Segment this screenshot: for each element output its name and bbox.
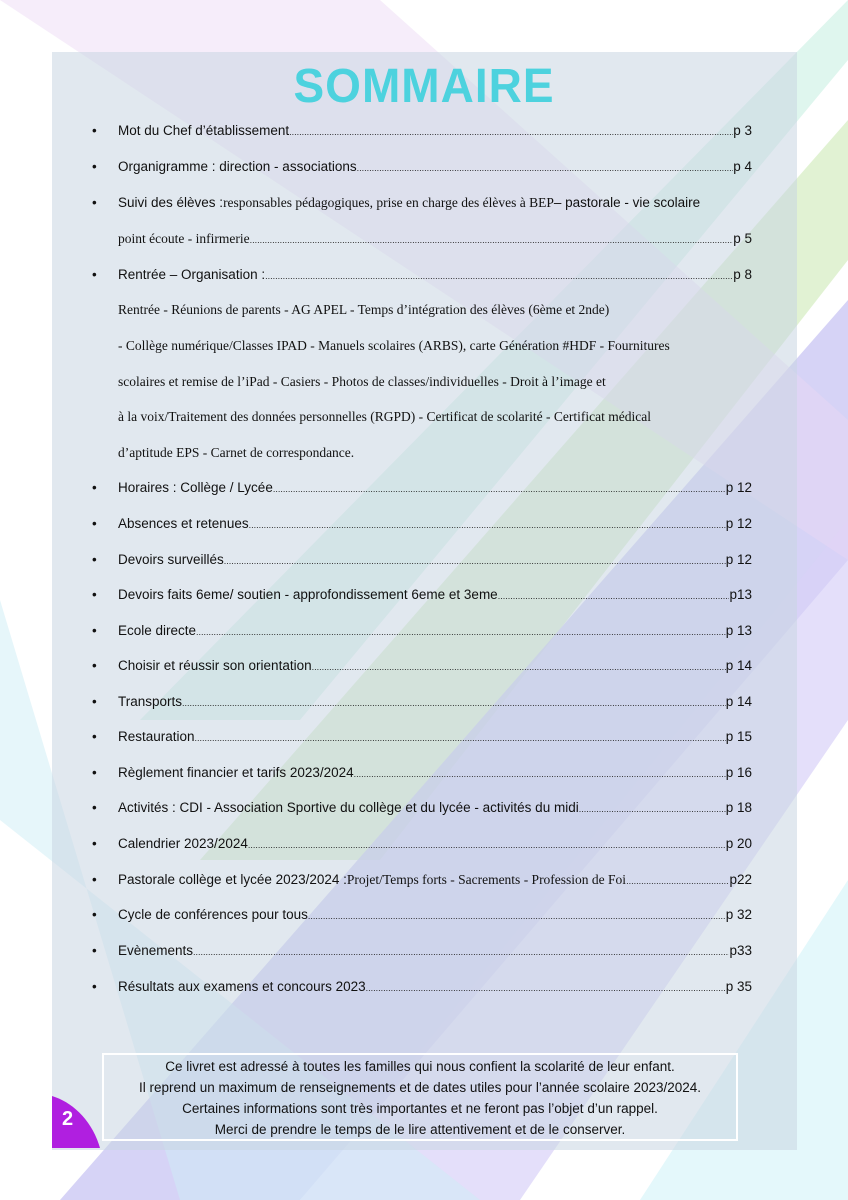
bullet: •	[92, 979, 97, 994]
bullet: •	[92, 123, 97, 138]
toc-label: Règlement financier et tarifs 2023/2024	[118, 765, 354, 780]
toc-page: p 8	[733, 267, 752, 282]
bullet: •	[92, 658, 97, 673]
notice-line: Merci de prendre le temps de le lire attentivement et de le conserver.	[214, 1122, 626, 1137]
toc-page: p 32	[725, 907, 752, 922]
toc-item-point-ecoute[interactable]	[92, 228, 752, 250]
toc-item-devoirs-surveilles[interactable]	[92, 549, 752, 571]
bullet: •	[92, 195, 97, 210]
toc-label: Choisir et réussir son orientation	[118, 658, 312, 673]
toc-page: p13	[729, 587, 752, 602]
bullet: •	[92, 943, 97, 958]
bullet: •	[92, 159, 97, 174]
rentree-detail-line: scolaires et remise de l’iPad - Casiers - Photos de classes/individuelles - Droit à l’image et	[118, 374, 606, 389]
bullet: •	[92, 872, 97, 887]
rentree-detail-line: d’aptitude EPS - Carnet de correspondance.	[118, 445, 355, 460]
toc-page: p 4	[733, 159, 752, 174]
toc-page: p 20	[725, 836, 752, 851]
rentree-detail-line: Rentrée - Réunions de parents - AG APEL - Temps d’intégration des élèves (6ème et 2nde)	[118, 302, 610, 317]
toc-page: p 15	[725, 729, 752, 744]
toc-label: Rentrée – Organisation :	[118, 267, 266, 282]
toc-page: p 35	[725, 979, 752, 994]
rentree-detail-line: à la voix/Traitement des données personnelles (RGPD) - Certificat de scolarité - Certificat médical	[118, 409, 651, 424]
toc-label-detail: responsables pédagogiques, prise en charge des élèves à BEP	[223, 195, 554, 210]
toc-item-absences[interactable]	[92, 513, 752, 535]
toc-label: Devoirs surveillés	[118, 552, 224, 567]
toc-label: Pastorale collège et lycée 2023/2024 :	[118, 872, 347, 887]
toc-label: Mot du Chef d’établissement	[118, 123, 290, 138]
notice-line: Ce livret est adressé à toutes les familles qui nous confient la scolarité de leur enfant.	[165, 1059, 675, 1074]
page-number: 2	[62, 1108, 74, 1130]
toc-page: p22	[729, 872, 752, 887]
toc-label: Résultats aux examens et concours 2023	[118, 979, 366, 994]
toc-item-conferences[interactable]	[92, 904, 752, 926]
bullet: •	[92, 623, 97, 638]
toc-item-calendrier[interactable]	[92, 833, 752, 855]
toc-label: Transports	[118, 694, 183, 709]
toc-label: Ecole directe	[118, 623, 197, 638]
toc-page: p 3	[733, 123, 752, 138]
toc-label: Restauration	[118, 729, 195, 744]
toc-label-detail: point écoute - infirmerie	[118, 231, 250, 246]
bullet: •	[92, 516, 97, 531]
toc-page: p 14	[725, 658, 752, 673]
toc-label-tail: – pastorale - vie scolaire	[553, 195, 701, 210]
toc-item-devoirs-faits[interactable]	[92, 584, 752, 606]
toc-item-horaires[interactable]	[92, 477, 752, 499]
toc-item-pastorale[interactable]	[92, 869, 752, 891]
toc-label: Suivi des élèves :	[118, 195, 224, 210]
toc-page: p 14	[725, 694, 752, 709]
bullet: •	[92, 765, 97, 780]
bullet: •	[92, 480, 97, 495]
page-title: SOMMAIRE	[293, 57, 555, 113]
toc-label: Organigramme : direction - associations	[118, 159, 357, 174]
bullet: •	[92, 836, 97, 851]
toc-label: Absences et retenues	[118, 516, 249, 531]
toc-item-reglement-financier[interactable]	[92, 762, 752, 784]
toc-label: Horaires : Collège / Lycée	[118, 480, 273, 495]
toc-page: p 5	[733, 231, 752, 246]
notice-box	[102, 1053, 738, 1141]
bullet: •	[92, 552, 97, 567]
toc-item-organigramme[interactable]	[92, 156, 752, 178]
toc-page: p 18	[725, 800, 752, 815]
page-number-badge	[52, 1096, 100, 1148]
toc-item-ecole-directe[interactable]	[92, 620, 752, 642]
toc-page: p 12	[725, 516, 752, 531]
toc-label: Calendrier 2023/2024	[118, 836, 248, 851]
toc-label: Activités : CDI - Association Sportive du collège et du lycée - activités du midi	[118, 800, 579, 815]
toc-item-transports[interactable]	[92, 691, 752, 713]
toc-label-detail: Projet/Temps forts - Sacrements - Profession de Foi	[346, 872, 627, 887]
notice-line: Il reprend un maximum de renseignements et de dates utiles pour l’année scolaire 2023/2024.	[138, 1080, 702, 1095]
toc-item-resultats[interactable]	[92, 976, 752, 998]
toc-item-rentree[interactable]	[92, 264, 752, 286]
bullet: •	[92, 587, 97, 602]
toc-label: Evènements	[118, 943, 194, 958]
bullet: •	[92, 800, 97, 815]
notice-line: Certaines informations sont très importantes et ne feront pas l’objet d’un rappel.	[182, 1101, 658, 1116]
bullet: •	[92, 267, 97, 282]
toc-item-orientation[interactable]	[92, 655, 752, 677]
bullet: •	[92, 729, 97, 744]
toc-page: p 12	[725, 480, 752, 495]
toc-label: Cycle de conférences pour tous	[118, 907, 308, 922]
toc-page: p 12	[725, 552, 752, 567]
toc-label: Devoirs faits 6eme/ soutien - approfondissement 6eme et 3eme	[118, 587, 498, 602]
bullet: •	[92, 694, 97, 709]
toc-item-evenements[interactable]	[92, 940, 752, 962]
toc-item-activites[interactable]	[92, 797, 752, 819]
bullet: •	[92, 907, 97, 922]
toc-page: p33	[729, 943, 752, 958]
toc-page: p 16	[725, 765, 752, 780]
toc-page: p 13	[725, 623, 752, 638]
toc-item-suivi-eleves[interactable]	[92, 192, 752, 214]
rentree-detail-line: - Collège numérique/Classes IPAD - Manuels scolaires (ARBS), carte Génération #HDF - Fournitures	[118, 338, 670, 353]
toc-item-restauration[interactable]	[92, 726, 752, 748]
toc-item-mot-du-chef[interactable]	[92, 120, 752, 142]
